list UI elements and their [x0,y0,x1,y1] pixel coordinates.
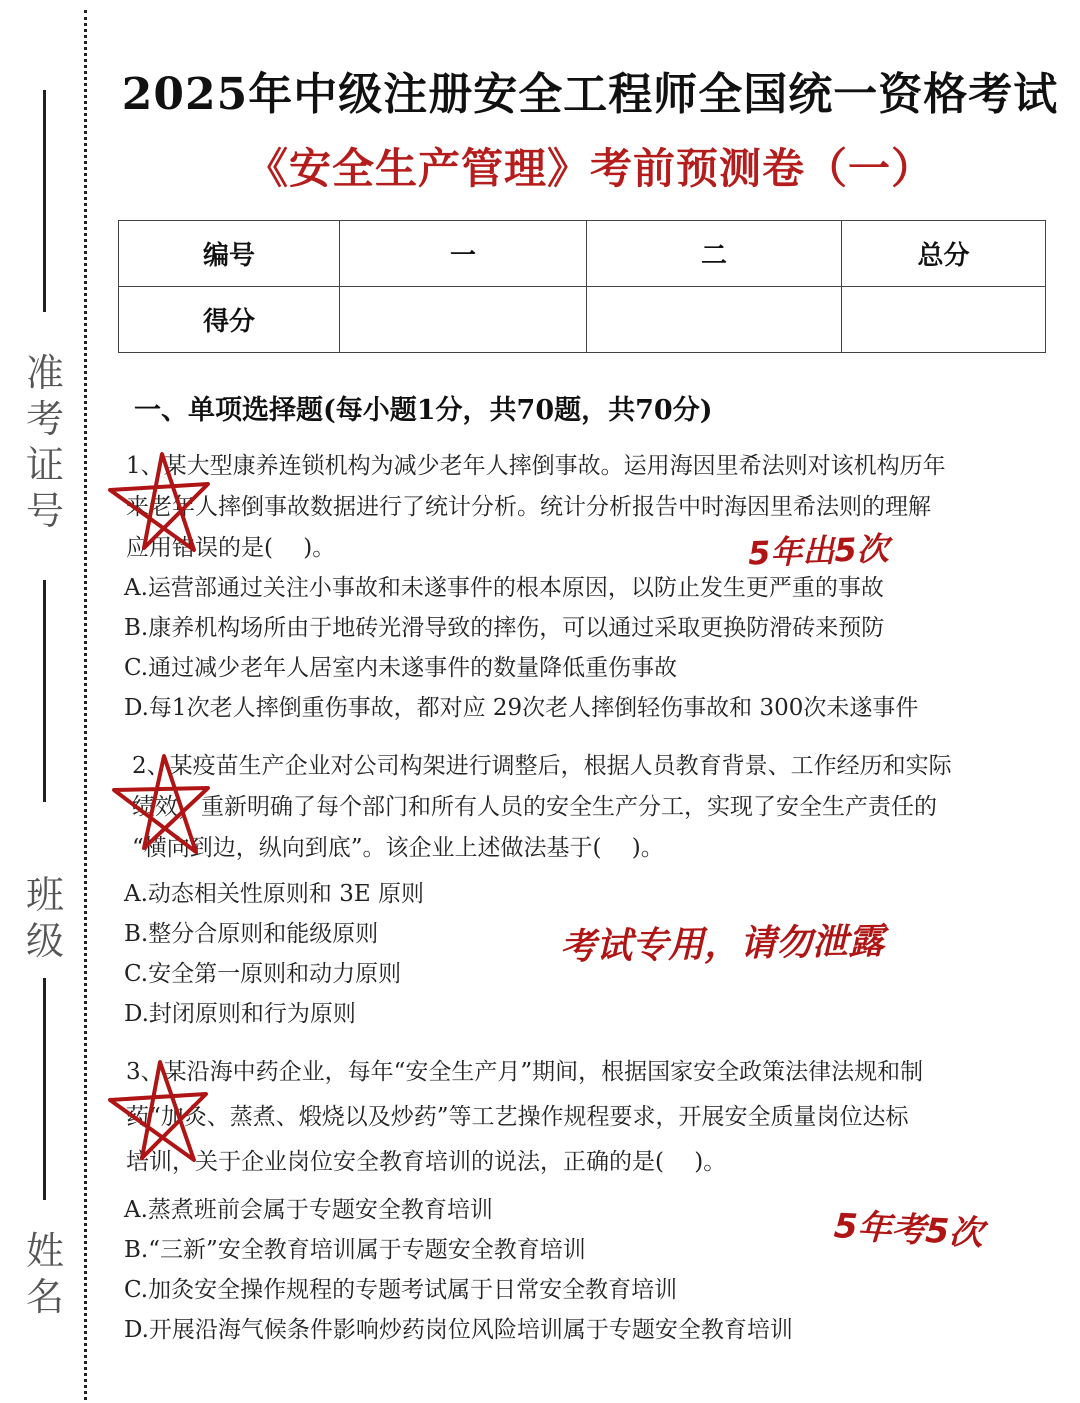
header-cell: 总分 [842,221,1046,287]
handwritten-note: 5年出5次 [747,529,890,573]
question-line: 绩效，重新明确了每个部门和所有人员的安全生产分工，实现了安全生产责任的 [132,794,937,820]
score-table-header-row [119,221,1046,287]
header-cell: 二 [587,221,842,287]
binding-rule [43,978,46,1200]
option-b: B.“三新”安全教育培训属于专题安全教育培训 [124,1237,586,1263]
question-3 [126,1052,923,1183]
binding-rule [43,580,46,802]
question-1-options [124,570,918,726]
option-d: D.封闭原则和行为原则 [124,1001,356,1027]
option-d: D.开展沿海气候条件影响炒药岗位风险培训属于专题安全教育培训 [124,1317,793,1343]
question-line: 培训，关于企业岗位安全教育培训的说法，正确的是( )。 [126,1149,727,1175]
score-table-row [119,287,1046,353]
question-line: 1、某大型康养连锁机构为减少老年人摔倒事故。运用海因里希法则对该机构历年 [126,453,946,479]
score-cell[interactable] [842,287,1046,353]
question-line: 2、某疫苗生产企业对公司构架进行调整后，根据人员教育背景、工作经历和实际 [132,753,952,779]
option-c: C.安全第一原则和动力原则 [124,961,402,987]
question-3-options [124,1192,793,1348]
question-2-options [124,876,424,1032]
header-cell: 一 [340,221,587,287]
star-mark-icon [104,1058,214,1164]
section-heading: 一、单项选择题(每小题1分，共70题，共70分) [134,395,713,426]
option-c: C.通过减少老年人居室内未遂事件的数量降低重伤事故 [124,655,678,681]
score-cell[interactable] [587,287,842,353]
score-cell[interactable] [340,287,587,353]
option-a: A.动态相关性原则和 3E 原则 [124,881,424,907]
binding-margin [0,0,100,1403]
exam-id-label: 准 考 证 号 [25,351,64,533]
option-d: D.每1次老人摔倒重伤事故，都对应 29次老人摔倒轻伤事故和 300次未遂事件 [124,695,919,721]
option-a: A.运营部通过关注小事故和未遂事件的根本原因，以防止发生更严重的事故 [124,575,884,601]
score-row-label: 得分 [119,287,340,353]
score-table [118,220,1046,353]
class-label: 班 级 [25,873,64,963]
dotted-cut-line [84,10,87,1400]
name-label: 姓 名 [25,1229,64,1319]
option-a: A.蒸煮班前会属于专题安全教育培训 [124,1197,493,1223]
binding-rule [43,90,46,312]
handwritten-note: 考试专用，请勿泄露 [559,921,885,968]
option-c: C.加灸安全操作规程的专题考试属于日常安全教育培训 [124,1277,678,1303]
star-mark-icon [108,752,216,856]
handwritten-note: 5年考5次 [832,1206,985,1254]
question-2 [132,746,952,869]
paper-subtitle: 《安全生产管理》考前预测卷（一） [245,144,934,193]
option-b: B.整分合原则和能级原则 [124,921,379,947]
question-line: 来老年人摔倒事故数据进行了统计分析。统计分析报告中时海因里希法则的理解 [126,494,931,520]
question-line: 应用错误的是( )。 [126,535,336,561]
option-b: B.康养机构场所由于地砖光滑导致的摔伤，可以通过采取更换防滑砖来预防 [124,615,885,641]
header-cell: 编号 [119,221,340,287]
question-line: 3、某沿海中药企业，每年“安全生产月”期间，根据国家安全政策法律法规和制 [126,1059,924,1085]
exam-title: 2025年中级注册安全工程师全国统一资格考试 [121,69,1059,120]
question-line: “横向到边，纵向到底”。该企业上述做法基于( )。 [132,835,664,861]
question-line: 药“加灸、蒸煮、煅烧以及炒药”等工艺操作规程要求，开展安全质量岗位达标 [126,1104,909,1130]
star-mark-icon [104,450,216,556]
